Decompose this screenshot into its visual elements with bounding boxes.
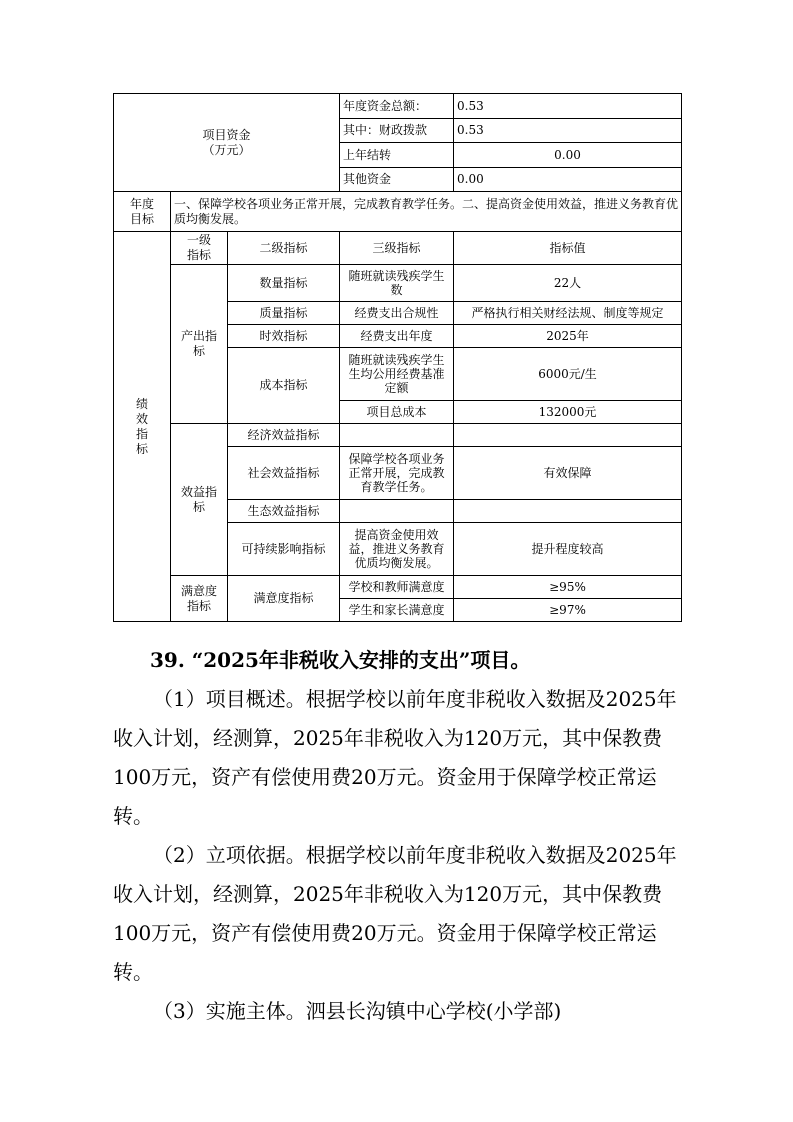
sustainable-value: 提升程度较高	[454, 523, 682, 576]
satisfaction-teachers-value: ≥95%	[454, 576, 682, 599]
header-value: 指标值	[454, 232, 682, 265]
timeliness-level2: 时效指标	[228, 325, 340, 348]
header-level3: 三级指标	[340, 232, 454, 265]
cost-level3-per-student: 随班就读残疾学生生均公用经费基准定额	[340, 348, 454, 401]
economic-value	[454, 424, 682, 447]
quality-value: 严格执行相关财经法规、制度等规定	[454, 302, 682, 325]
quality-level3: 经费支出合规性	[340, 302, 454, 325]
benefit-label: 效益指 标	[171, 424, 228, 576]
satisfaction-students-value: ≥97%	[454, 599, 682, 622]
fund-carryover-value: 0.00	[454, 143, 682, 168]
fund-other-label: 其他资金	[340, 168, 454, 192]
economic-level2: 经济效益指标	[228, 424, 340, 447]
fund-other-value: 0.00	[454, 168, 682, 192]
cost-level3-total: 项目总成本	[340, 401, 454, 424]
paragraph-basis: （2）立项依据。根据学校以前年度非税收入数据及2025年收入计划，经测算，2025年非税收入为120万元，其中保教费100万元，资产有偿使用费20万元。资金用于保障学校正常运转。	[113, 843, 677, 984]
fund-label: 项目资金 （万元）	[114, 94, 340, 192]
section-39-body	[113, 680, 688, 1031]
social-level3: 保障学校各项业务正常开展，完成教育教学任务。	[340, 447, 454, 500]
ecological-level2: 生态效益指标	[228, 500, 340, 523]
header-level2: 二级指标	[228, 232, 340, 265]
ecological-level3	[340, 500, 454, 523]
budget-performance-table	[113, 93, 682, 622]
sustainable-level3: 提高资金使用效益，推进义务教育优质均衡发展。	[340, 523, 454, 576]
paragraph-implementer: （3）实施主体。泗县长沟镇中心学校(小学部)	[153, 999, 562, 1023]
fund-fiscal-value: 0.53	[454, 119, 682, 143]
satisfaction-label: 满意度 指标	[171, 576, 228, 622]
fund-fiscal-label: 其中：财政拨款	[340, 119, 454, 143]
economic-level3	[340, 424, 454, 447]
timeliness-level3: 经费支出年度	[340, 325, 454, 348]
satisfaction-level2: 满意度指标	[228, 576, 340, 622]
cost-value-per-student: 6000元/生	[454, 348, 682, 401]
fund-total-label: 年度资金总额：	[340, 94, 454, 119]
cost-value-total: 132000元	[454, 401, 682, 424]
quantity-level2: 数量指标	[228, 265, 340, 302]
output-label: 产出指 标	[171, 265, 228, 424]
timeliness-value: 2025年	[454, 325, 682, 348]
performance-label: 绩 效 指 标	[114, 232, 171, 622]
fund-carryover-label: 上年结转	[340, 143, 454, 168]
paragraph-overview: （1）项目概述。根据学校以前年度非税收入数据及2025年收入计划，经测算，2025年非税收入为120万元，其中保教费100万元，资产有偿使用费20万元。资金用于保障学校正常运转。	[113, 687, 677, 828]
satisfaction-teachers-level3: 学校和教师满意度	[340, 576, 454, 599]
quantity-level3: 随班就读残疾学生数	[340, 265, 454, 302]
goal-label: 年度 目标	[114, 192, 171, 232]
quality-level2: 质量指标	[228, 302, 340, 325]
header-level1: 一级 指标	[171, 232, 228, 265]
sustainable-level2: 可持续影响指标	[228, 523, 340, 576]
quantity-value: 22人	[454, 265, 682, 302]
cost-level2: 成本指标	[228, 348, 340, 424]
goal-text: 一、保障学校各项业务正常开展，完成教育教学任务。二、提高资金使用效益，推进义务教育优质均衡发展。	[171, 192, 682, 232]
social-value: 有效保障	[454, 447, 682, 500]
satisfaction-students-level3: 学生和家长满意度	[340, 599, 454, 622]
fund-total-value: 0.53	[454, 94, 682, 119]
ecological-value	[454, 500, 682, 523]
social-level2: 社会效益指标	[228, 447, 340, 500]
section-39-heading: 39. “2025年非税收入安排的支出”项目。	[150, 648, 531, 672]
